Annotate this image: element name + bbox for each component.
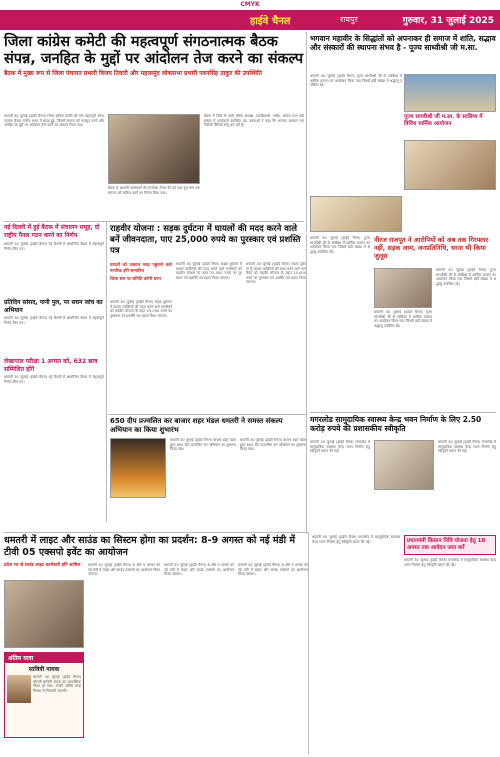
right-top-headline: भगवान महावीर के सिद्धांतों को अपनाकर ही समाज में शांति, सद्भाव और संस्कारों की स्थापना संभव है - पूज्य साध्वीश्री जी म.सा. [310,34,496,52]
divider [106,222,107,522]
lead-col1: धमतरी 30 जुलाई (हाईवे चैनल) जिला कांग्रेस कमेटी की एक महत्वपूर्ण संगठनात्मक बैठक राजीव भवन में संपन्न हुई, जिसमें संगठन को मजबूत करने और जनहित के मुद्दों पर आंदोलन तेज करने का संकल्प लिया गया। [4,114,104,127]
right-top-para: धमतरी 30 जुलाई (हाईवे चैनल) पूज्य साध्वीश्री जी के सान्निध्य में धार्मिक प्रवचन का आयोजन किया गया जिसमें बड़ी संख्या में श्रद्धालु उपस्थित रहे। [310,74,402,87]
divider [4,221,304,222]
scheme-bullet-2: जिला स्तर पर समिति करेगी चयन [110,276,161,281]
brand-name: हाईवे चैनल [250,16,291,27]
bottom-right-box-headline: प्रधानमंत्री किसान निधि योजना हेतु 18 अगस्त तक आवेदन जमा करें [407,538,486,551]
deep-photo [110,438,166,498]
bottom-story [4,535,308,559]
lead-headline: जिला कांग्रेस कमेटी की महत्वपूर्ण संगठनात्मक बैठक संपन्न, जनहित के मुद्दों पर आंदोलन तेज करने का संकल्प [4,34,304,67]
mid-left-headline-2: प्रतिदिन सांसद, पानी पुल, पर सघन जांच का अभियान [4,299,103,314]
scheme-story [110,224,306,257]
issue-date: गुरुवार, 31 जुलाई 2025 [402,16,494,26]
mid-left-para: धमतरी 30 जुलाई (हाईवे चैनल) नई दिल्ली में आयोजित बैठक में महत्वपूर्ण निर्णय लिए गए। [4,242,104,251]
mid-left-headline-3: लेखापाल परीक्षा 1 अगस्त को, 632 छात्र सम्मिलित होंगे [4,358,98,373]
scheme-para-1: धमतरी 30 जुलाई (हाईवे चैनल) सड़क दुर्घटना में घायल व्यक्तियों की मदद करने वाले नागरिकों को राहवीर योजना के तहत 25,000 रुपये का पुरस्कार एवं प्रशस्ति पत्र प्रदान किया जाएगा। [176,262,242,280]
mid-left-headline: नई दिल्ली में हुई बैठक में संचालन समूह, दो राष्ट्रीय पैनल गठन करने का निर्णय [4,224,100,239]
divider [306,32,307,232]
cmyk-marker: CMYK [240,1,260,8]
right-mid-headline: नीरज राजपूत ने आरोपियों को अब तक गिरफ्तार नहीं, सड़क जाम, जनप्रतिनिधि, धरना भी किया जुलूस [374,236,489,260]
divider [4,532,308,533]
divider [108,414,306,415]
deep-story [110,417,306,434]
deep-para-2: धमतरी 30 जुलाई (हाईवे चैनल) बाजार शहर मंडल द्वारा 650 दीप प्रज्वलित कर अभियान का शुभारंभ किया गया। [240,438,306,451]
bottom-right-para-2: धमतरी 30 जुलाई (हाईवे चैनल) मगरलोड में सामुदायिक स्वास्थ्य केन्द्र भवन निर्माण हेतु स्वीकृति प्रदान की गई। [404,558,496,567]
scheme-para-2: धमतरी 30 जुलाई (हाईवे चैनल) सड़क दुर्घटना में घायल व्यक्तियों की मदद करने वाले नागरिकों को राहवीर योजना के तहत 25,000 रुपये का पुरस्कार एवं प्रशस्ति पत्र प्रदान किया जाएगा। [246,262,306,284]
bottom-para-2: धमतरी 30 जुलाई (हाईवे चैनल) 8 और 9 अगस्त को नई मंडी में लाइट और साउंड एक्सपो का आयोजन किया जाएगा। [164,563,234,576]
right-mid-para-3: धमतरी 30 जुलाई (हाईवे चैनल) पूज्य साध्वीश्री जी के सान्निध्य में धार्मिक प्रवचन का आयोजन किया गया जिसमें बड़ी संख्या में श्रद्धालु उपस्थित रहे। [374,310,432,328]
right-top-photo-3 [404,140,496,190]
scheme-bullet-1: घायलों को तत्काल मदद पहुंचाने वाले नागरिक होंगे सम्मानित [110,262,172,273]
divider [310,412,496,413]
bottom-bullet-box [4,563,84,569]
right-mid-photo [374,268,432,308]
magarlod-para-1: धमतरी 30 जुलाई (हाईवे चैनल) मगरलोड में सामुदायिक स्वास्थ्य केन्द्र भवन निर्माण हेतु स्वीकृति प्रदान की गई। [310,440,370,453]
obituary-name: सावित्री नायक [28,666,60,673]
bottom-right-box [404,535,496,748]
bottom-photo [4,580,84,648]
city-name: रायपुर [340,15,358,24]
bottom-para-1: धमतरी 30 जुलाई (हाईवे चैनल) 8 और 9 अगस्त को नई मंडी में लाइट और साउंड एक्सपो का आयोजन किया जाएगा। [88,563,160,576]
lead-subhead: बैठक में मुख्य रूप से जिला पंचायत प्रभारी विजय तिवारी और महासमुंद लोकसभा प्रभारी पवनसिंह ठाकुर की उपस्थिति [4,70,262,77]
magarlod-story [310,415,496,433]
scheme-bullets [110,262,172,282]
obituary-para: धमतरी 30 जुलाई (हाईवे चैनल) श्रीमती सावित्री नायक का आकस्मिक निधन हो गया। उनकी अंतिम यात्रा निवास से निकाली जाएगी। [33,675,81,693]
magarlod-photo [374,440,434,490]
bottom-headline: धमतरी में लाइट और साउंड का सिस्टम होगा का प्रदर्शन: 8-9 अगस्त को नई मंडी में टीवी 05 एक्सपो इवेंट का आयोजन [4,535,296,558]
masthead [0,10,500,30]
mid-left-para-3: धमतरी 30 जुलाई (हाईवे चैनल) नई दिल्ली में आयोजित बैठक में महत्वपूर्ण निर्णय लिए गए। [4,375,104,384]
lead-story [4,34,306,78]
right-mid-para-2: धमतरी 30 जुलाई (हाईवे चैनल) पूज्य साध्वीश्री जी के सान्निध्य में धार्मिक प्रवचन का आयोजन किया गया जिसमें बड़ी संख्या में श्रद्धालु उपस्थित रहे। [436,268,496,286]
lead-photo-1 [108,114,200,184]
mid-left-story [4,224,104,465]
magarlod-headline: मगरलोड सामुदायिक स्वास्थ्य केन्द्र भवन निर्माण के लिए 2.50 करोड़ रुपये की प्रशासकीय स्वीकृति [310,415,482,433]
lead-photo-caption: बैठक में आगामी कार्यक्रमों की रूपरेखा तैयार की गई तथा बूथ स्तर तक संगठन को सक्रिय करने का निर्णय लिया गया। [108,186,200,195]
divider [308,532,309,754]
right-top-photo-1 [404,74,496,112]
obituary-photo [7,675,31,703]
lead-col2: बैठक में जिले के सभी ब्लॉक अध्यक्ष, पदाधिकारी, पार्षद, सरपंच तथा बड़ी संख्या में कार्यकर्ता उपस्थित रहे। वक्ताओं ने कहा कि भाजपा सरकार जनविरोधी नीतियाँ लागू कर रही है। [204,114,304,127]
right-top-story [310,34,496,52]
divider [306,234,307,534]
bottom-para-3: धमतरी 30 जुलाई (हाईवे चैनल) 8 और 9 अगस्त को नई मंडी में लाइट और साउंड एक्सपो का आयोजन किया जाएगा। [238,563,308,576]
bottom-right-para-1: धमतरी 30 जुलाई (हाईवे चैनल) मगरलोड में सामुदायिक स्वास्थ्य केन्द्र भवन निर्माण हेतु स्वीकृति प्रदान की गई। [312,535,400,544]
obituary-box [4,652,84,738]
mid-left-para-2: धमतरी 30 जुलाई (हाईवे चैनल) नई दिल्ली में आयोजित बैठक में महत्वपूर्ण निर्णय लिए गए। [4,316,104,325]
deep-headline: 650 दीप प्रज्वलित कर बाजार शहर मंडल धमतरी ने समस्त संकल्प अभियान का किया शुभारंभ [110,417,283,434]
magarlod-para-2: धमतरी 30 जुलाई (हाईवे चैनल) मगरलोड में सामुदायिक स्वास्थ्य केन्द्र भवन निर्माण हेतु स्वीकृति प्रदान की गई। [438,440,496,453]
right-side-box [404,114,496,128]
bottom-bullet: प्रदेश भर से साउंड लाइट कारोबारी होंगे शामिल [4,563,81,568]
obituary-title: अंतिम यात्रा [5,653,83,663]
right-mid-para: धमतरी 30 जुलाई (हाईवे चैनल) पूज्य साध्वीश्री जी के सान्निध्य में धार्मिक प्रवचन का आयोजन किया गया जिसमें बड़ी संख्या में श्रद्धालु उपस्थित रहे। [310,236,370,254]
right-side-headline: पूज्य साध्वीश्री जी म.सा. के सान्निध्य में विविध धार्मिक आयोजन [404,114,483,127]
right-top-photo-2 [310,196,402,232]
scheme-para-3: धमतरी 30 जुलाई (हाईवे चैनल) सड़क दुर्घटना में घायल व्यक्तियों की मदद करने वाले नागरिकों को राहवीर योजना के तहत 25,000 रुपये का पुरस्कार एवं प्रशस्ति पत्र प्रदान किया जाएगा। [110,300,172,318]
scheme-headline: राहवीर योजना : सड़क दुर्घटना में घायलों की मदद करने वाले बनें जीवनदाता, पाए 25,000 रुपये का पुरस्कार एवं प्रशस्ति पत्र [110,224,301,256]
deep-para-1: धमतरी 30 जुलाई (हाईवे चैनल) बाजार शहर मंडल द्वारा 650 दीप प्रज्वलित कर अभियान का शुभारंभ किया गया। [170,438,236,451]
right-mid-story [374,236,496,260]
